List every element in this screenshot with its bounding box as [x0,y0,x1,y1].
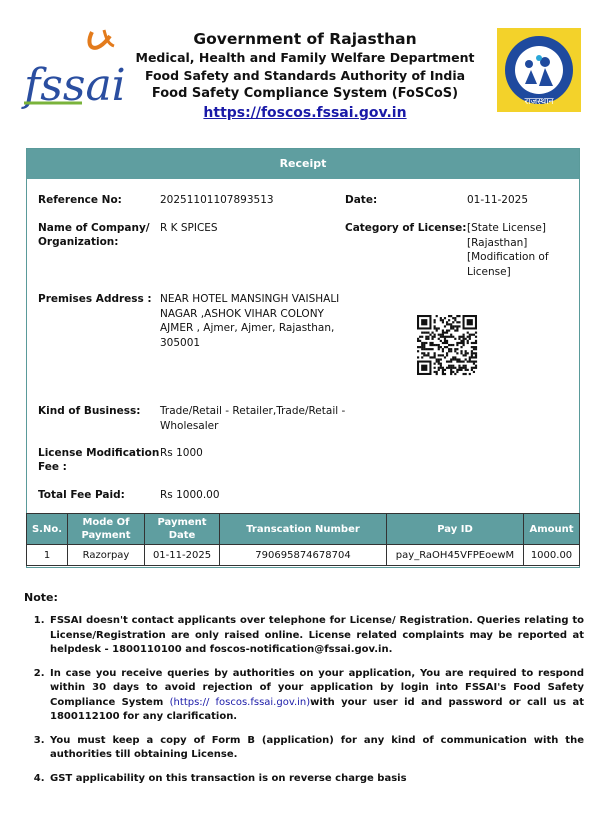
foscos-note-link[interactable]: (https:// foscos.fssai.gov.in) [169,696,311,708]
cell-txn: 790695874678704 [220,545,387,566]
category-value: [State License] [Rajasthan] [Modification of License] [467,222,549,278]
notes-title: Note: [24,591,58,604]
total-value: Rs 1000.00 [160,489,220,501]
note-item: 1. FSSAI doesn't contact applicants over telephone for License/ Registration. Queries relating to License/Registration are only raised online. License related complaints may be reported at helpdesk - 1800110100 and foscos-notification@fssai.gov.in. [48,614,584,658]
reference-label: Reference No: [38,194,122,206]
svg-text:राजस्थान: राजस्थान [524,97,554,107]
authority-title: Food Safety and Standards Authority of India [144,68,466,83]
col-payid: Pay ID [387,514,524,545]
company-label: Name of Company/ Organization: [38,222,150,248]
category-label: Category of License: [345,222,467,234]
payment-table-header [27,514,580,545]
company-value: R K SPICES [160,222,218,234]
note-item: 4. GST applicability on this transaction is on reverse charge basis [48,772,584,787]
fssai-logo [22,28,126,111]
business-value: Trade/Retail - Retailer,Trade/Retail - Wholesaler [160,405,346,432]
payment-table [26,513,580,566]
col-mode: Mode Of Payment [68,514,145,545]
system-title: Food Safety Compliance System (FoSCoS) [151,86,459,101]
govt-title: Government of Rajasthan [193,30,417,48]
note-item: 3. You must keep a copy of Form B (application) for any kind of communication with the authorities till obtaining License. [48,734,584,763]
date-value: 01-11-2025 [467,194,529,206]
svg-text:fssai: fssai [24,60,126,111]
cell-amount: 1000.00 [524,545,580,566]
premises-value: NEAR HOTEL MANSINGH VAISHALI NAGAR ,ASHOK VIHAR COLONY AJMER , Ajmer, Ajmer, Rajasthan, 305001 [160,293,340,349]
cell-payid: pay_RaOH45VFPEoewM [387,545,524,566]
foscos-link[interactable]: https://foscos.fssai.gov.in [203,105,407,121]
page-header [0,0,600,130]
table-row [27,545,580,566]
reference-value: 20251101107893513 [160,194,274,206]
business-label: Kind of Business: [38,405,141,417]
cell-sno: 1 [27,545,68,566]
receipt-title: Receipt [27,149,579,179]
notes-list [24,614,584,786]
date-label: Date: [345,194,378,206]
cell-mode: Razorpay [68,545,145,566]
col-amount: Amount [524,514,580,545]
col-sno: S.No. [27,514,68,545]
fee-value: Rs 1000 [160,447,203,459]
department-title: Medical, Health and Family Welfare Department [135,50,475,65]
header-text [120,30,490,123]
col-txn: Transcation Number [220,514,387,545]
notes-section [24,591,584,795]
premises-label: Premises Address : [38,293,152,305]
rajasthan-health-logo [497,28,581,112]
cell-date: 01-11-2025 [145,545,220,566]
fee-label: License Modification Fee : [38,447,160,473]
total-label: Total Fee Paid: [38,489,125,501]
qr-code [417,302,477,388]
receipt-card [26,148,580,568]
col-date: Payment Date [145,514,220,545]
note-item: 2. In case you receive queries by authorities on your application, You are required to respond within 30 days to avoid rejection of your application by login into FSSAI's Food Safety Compliance System (https:// foscos.fssai.gov.in)with your user id and password or call us at 1800112100 for any clarification. [48,667,584,725]
